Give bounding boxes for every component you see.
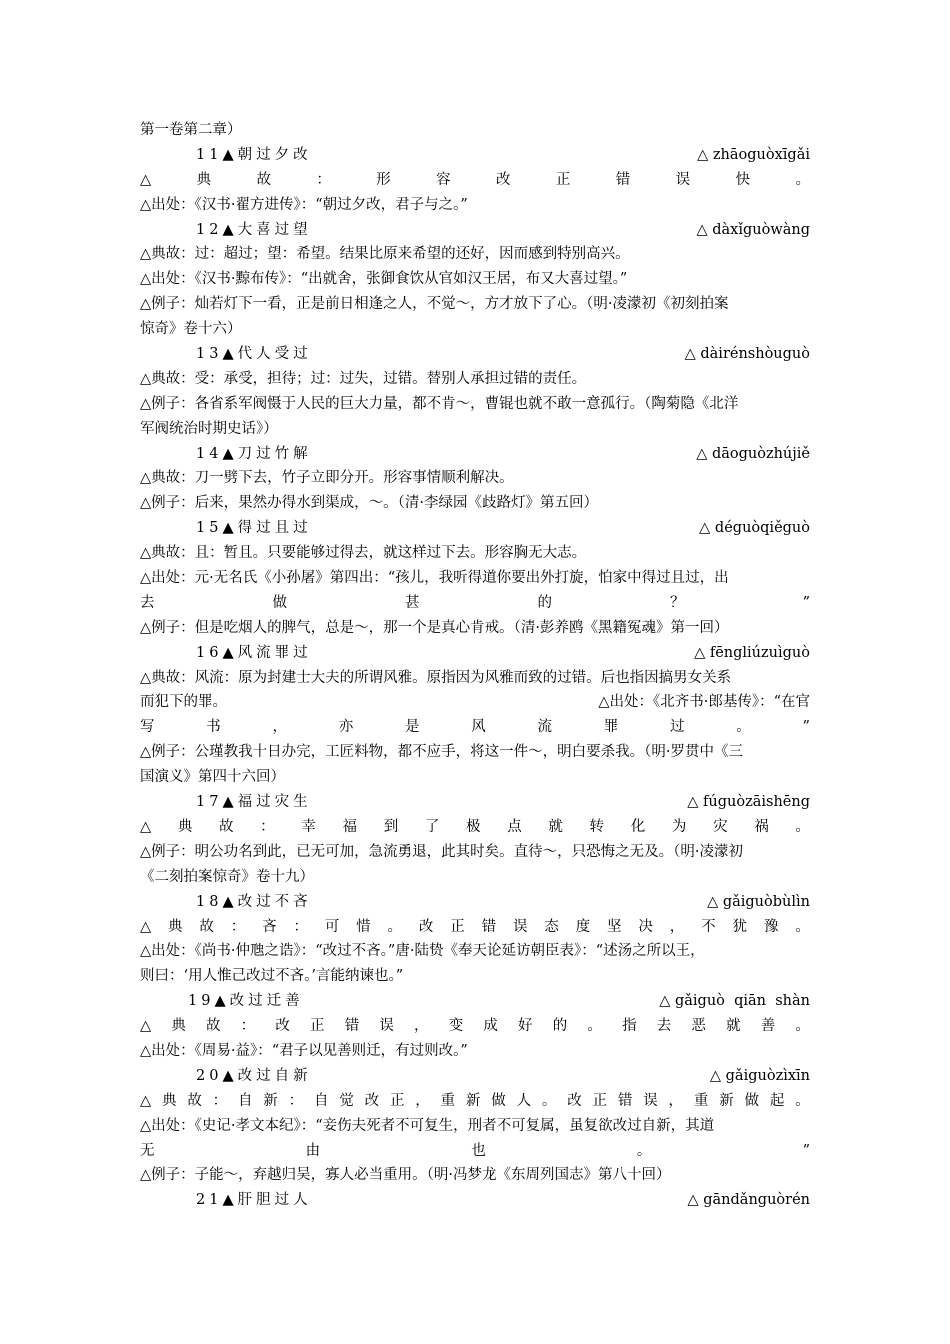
idiom-title: 21▲肝胆过人 <box>196 1192 312 1209</box>
spread-char: 正 <box>592 1092 608 1109</box>
spread-char: △ <box>140 918 152 935</box>
idiom-pinyin: △ dàirénshòuguò <box>684 346 810 363</box>
dian-gu-line <box>140 1014 810 1039</box>
spread-char: ： <box>293 918 308 935</box>
spread-char: 做 <box>491 1092 506 1109</box>
spread-char: 。 <box>636 1142 652 1159</box>
spread-char: 去 <box>140 594 155 611</box>
spread-char: 改 <box>567 1092 582 1109</box>
spread-char: 。 <box>736 719 751 736</box>
spread-char: 是 <box>405 719 420 736</box>
spread-char: 。 <box>541 1092 557 1109</box>
spread-char: △ <box>140 171 152 188</box>
spread-char: 的 <box>537 594 553 611</box>
spread-char: 改 <box>496 171 511 188</box>
spread-char: 快 <box>735 171 751 188</box>
spread-char: ， <box>668 1092 684 1109</box>
spread-char: 错 <box>617 1092 633 1109</box>
spread-char: 吝 <box>262 918 277 935</box>
spread-char: 。 <box>795 1018 810 1035</box>
example-line: △例子：灿若灯下一看，正是前日相逢之人，不觉～，方才放下了心。（明·凌濛初《初刻拍案 <box>140 296 729 313</box>
spread-char: 起 <box>769 1092 785 1109</box>
spread-char: ： <box>288 1092 304 1109</box>
spread-char: 罪 <box>603 719 619 736</box>
spread-char: △ <box>140 1018 152 1035</box>
spread-char: 自 <box>313 1092 329 1109</box>
spread-char: 为 <box>671 818 687 835</box>
example-line: △例子：子能～，弃越归吴，寡人必当重用。（明·冯梦龙《东周列国志》第八十回） <box>140 1167 671 1184</box>
idiom-title: 16▲风流罪过 <box>196 644 312 661</box>
spread-char: 。 <box>795 1092 810 1109</box>
spread-char: 故 <box>219 818 234 835</box>
spread-char: 错 <box>615 171 631 188</box>
chapter-header: 第一卷第二章） <box>140 122 242 138</box>
spread-char: 态 <box>544 918 559 935</box>
spread-char: 写 <box>140 719 155 736</box>
idiom-title: 14▲刀过竹解 <box>196 445 312 462</box>
idiom-pinyin: △ déguòqiěguò <box>699 520 810 537</box>
dian-gu-line: △典故：过：超过；望：希望。结果比原来希望的还好，因而感到特别高兴。 <box>140 246 630 263</box>
spread-char: 改 <box>418 918 434 935</box>
source-continuation <box>140 715 810 740</box>
spread-char: 正 <box>555 171 571 188</box>
spread-char: 变 <box>448 1018 464 1035</box>
idiom-heading <box>140 442 810 467</box>
spread-char: 误 <box>643 1092 658 1109</box>
spread-char: 典 <box>168 918 183 935</box>
spread-char: 。 <box>587 1018 602 1035</box>
spread-char: ： <box>212 1092 228 1109</box>
spread-char: 书 <box>206 719 221 736</box>
source-line: △出处：元·无名氏《小孙屠》第四出：“孩儿，我听得道你要出外打旋，怕家中得过且过，出 <box>140 570 729 587</box>
spread-char: 流 <box>537 719 552 736</box>
example-line: △例子：各省系军阀慑于人民的巨大力量，都不肯～，曹锟也就不敢一意孤行。（陶菊隐《北洋 <box>140 395 739 412</box>
spread-char: 成 <box>483 1018 498 1035</box>
idiom-heading <box>140 641 810 666</box>
spread-char: ” <box>802 1142 810 1159</box>
spread-char: 人 <box>516 1092 532 1109</box>
dian-gu-line <box>140 1089 810 1114</box>
idiom-pinyin: △ gǎiguòzìxīn <box>709 1067 810 1084</box>
idiom-title: 13▲代人受过 <box>196 346 312 363</box>
spread-char: 。 <box>795 918 810 935</box>
spread-char: 就 <box>548 818 563 835</box>
spread-char: 新 <box>719 1092 734 1109</box>
example-line: △例子：公瑾教我十日办完，工匠料物，都不应手，将这一件～，明白要杀我。（明·罗贯中《三 <box>140 744 744 761</box>
spread-char: 正 <box>389 1092 405 1109</box>
dian-gu-line <box>140 168 810 193</box>
idiom-pinyin: △ fúguòzāishēng <box>687 794 810 811</box>
spread-char: 灾 <box>713 818 728 835</box>
source-continuation <box>140 591 810 616</box>
spread-char: 误 <box>379 1018 394 1035</box>
spread-char: 过 <box>670 719 685 736</box>
spread-char: 改 <box>364 1092 380 1109</box>
source-line: △出处：《尚书·仲虺之诰》：“改过不吝。”唐·陆贽《奉天论延访朝臣表》：“述汤之所以王， <box>140 943 705 960</box>
spread-char: 典 <box>161 1092 177 1109</box>
spread-char: 点 <box>507 818 522 835</box>
spread-char: 决 <box>638 918 653 935</box>
idiom-title: 18▲改过不吝 <box>196 893 312 910</box>
idiom-title: 20▲改过自新 <box>196 1067 312 1084</box>
spread-char: 祸 <box>754 818 769 835</box>
source-line: △出处：《史记·孝文本纪》：“妾伤夫死者不可复生，刑者不可复属，虽复欲改过自新，其道 <box>140 1117 715 1134</box>
spread-char: 无 <box>140 1142 155 1159</box>
spread-char: 到 <box>383 818 399 835</box>
spread-char: 福 <box>342 818 358 835</box>
spread-char: 由 <box>305 1142 321 1159</box>
idiom-pinyin: △ dàxǐguòwàng <box>696 221 810 238</box>
spread-char: 容 <box>436 171 451 188</box>
spread-char: 坚 <box>607 918 622 935</box>
spread-char: 指 <box>622 1018 637 1035</box>
source-line: △出处：《汉书·黥布传》：“出就舍，张御食饮从官如汉王居，布又大喜过望。” <box>140 271 628 288</box>
idiom-pinyin: △ gǎiguòbùlìn <box>707 893 810 910</box>
spread-char: 重 <box>440 1092 456 1109</box>
spread-char: 善 <box>760 1018 776 1035</box>
spread-char: 犹 <box>732 918 747 935</box>
spread-char: 正 <box>310 1018 325 1035</box>
dian-gu-line <box>140 815 810 840</box>
idiom-heading <box>140 790 810 815</box>
spread-char: ， <box>272 719 287 736</box>
spread-char: 了 <box>424 818 440 835</box>
example-line: △例子：但是吃烟人的脾气，总是～，那一个是真心肯戒。（清·彭养鸥《黑籍冤魂》第一回） <box>140 619 729 636</box>
spread-char: 做 <box>272 594 288 611</box>
spread-char: ， <box>414 1018 429 1035</box>
idiom-heading <box>140 1064 810 1089</box>
spread-char: 新 <box>465 1092 481 1109</box>
idiom-heading <box>140 143 810 168</box>
source-head: △出处：《北齐书·郎基传》：“在官 <box>598 694 810 711</box>
idiom-heading <box>140 890 810 915</box>
spread-char: ： <box>260 818 275 835</box>
idiom-title: 11▲朝过夕改 <box>196 146 312 163</box>
example-line: 国演义》第四十六回） <box>140 769 285 786</box>
spread-char: 典 <box>177 818 193 835</box>
idiom-pinyin: △ fēngliúzuìguò <box>694 644 810 661</box>
spread-char: 。 <box>795 818 810 835</box>
spread-char: 好 <box>518 1018 533 1035</box>
idiom-heading <box>140 218 810 243</box>
source-line: △出处：《周易·益》：“君子以见善则迁，有过则改。” <box>140 1042 468 1059</box>
spread-char: 风 <box>471 719 486 736</box>
spread-char: 。 <box>795 171 810 188</box>
spread-char: 甚 <box>405 594 420 611</box>
spread-char: 觉 <box>339 1092 354 1109</box>
spread-char: ： <box>230 918 246 935</box>
spread-char: 惜 <box>356 918 371 935</box>
spread-char: 改 <box>275 1018 290 1035</box>
spread-char: 误 <box>512 918 528 935</box>
spread-char: 。 <box>387 918 403 935</box>
spread-char: 也 <box>471 1142 486 1159</box>
spread-char: 不 <box>701 918 716 935</box>
example-line: 军阀统治时期史话》） <box>140 420 278 437</box>
spread-char: 可 <box>324 918 340 935</box>
source-line: △出处：《汉书·翟方进传》：“朝过夕改，君子与之。” <box>140 196 468 213</box>
example-line: 《二刻拍案惊奇》卷十九） <box>140 868 314 885</box>
spread-char: 正 <box>450 918 465 935</box>
idiom-heading <box>140 342 810 367</box>
dian-gu-tail: 而犯下的罪。 <box>140 694 227 711</box>
dian-gu-continuation <box>140 690 810 715</box>
spread-char: 错 <box>344 1018 360 1035</box>
spread-char: 自 <box>237 1092 253 1109</box>
idiom-title: 12▲大喜过望 <box>196 221 312 238</box>
dian-gu-line: △典故：受：承受，担待；过：过失，过错。替别人承担过错的责任。 <box>140 370 587 387</box>
spread-char: 误 <box>675 171 691 188</box>
idiom-title: 17▲福过灾生 <box>196 794 312 811</box>
spread-char: 形 <box>376 171 391 188</box>
spread-char: △ <box>140 1092 152 1109</box>
source-line: 则曰：‘用人惟己改过不吝。’言能纳谏也。” <box>140 968 404 985</box>
spread-char: 故 <box>256 171 271 188</box>
spread-char: ， <box>669 918 685 935</box>
spread-char: ， <box>415 1092 430 1109</box>
spread-char: 豫 <box>763 918 779 935</box>
spread-char: △ <box>140 818 152 835</box>
spread-char: 做 <box>744 1092 760 1109</box>
spread-char: 转 <box>589 818 605 835</box>
spread-char: ： <box>240 1018 256 1035</box>
spread-char: 典 <box>196 171 212 188</box>
spread-char: ” <box>802 594 810 611</box>
idiom-pinyin: △ gǎiguò qiān shàn <box>659 993 810 1010</box>
idiom-pinyin: △ gāndǎnguòrén <box>687 1192 810 1209</box>
spread-char: 典 <box>171 1018 186 1035</box>
spread-char: 故 <box>206 1018 221 1035</box>
spread-char: 幸 <box>301 818 316 835</box>
spread-char: 度 <box>575 918 591 935</box>
idiom-heading <box>140 1188 810 1213</box>
spread-char: 故 <box>187 1092 202 1109</box>
spread-char: 重 <box>693 1092 709 1109</box>
spread-char: 的 <box>552 1018 568 1035</box>
idiom-title: 19▲改过迁善 <box>188 993 304 1010</box>
dian-gu-line: △典故：风流：原为封建士大夫的所谓风雅。原指因为风雅而致的过错。后也指因搞男女关系 <box>140 669 732 686</box>
source-continuation <box>140 1139 810 1164</box>
spread-char: 去 <box>656 1018 672 1035</box>
spread-char: ？ <box>670 594 685 611</box>
spread-char: 极 <box>466 818 481 835</box>
example-line: 惊奇》卷十六） <box>140 321 242 338</box>
example-line: △例子：明公功名到此，已无可加，急流勇退，此其时矣。直待～，只恐悔之无及。（明·凌濛初 <box>140 843 744 860</box>
dian-gu-line: △典故：且：暂且。只要能够过得去，就这样过下去。形容胸无大志。 <box>140 545 587 562</box>
idiom-heading <box>140 516 810 541</box>
document-page <box>140 118 810 1213</box>
spread-char: 恶 <box>691 1018 706 1035</box>
spread-char: 错 <box>481 918 497 935</box>
dian-gu-line <box>140 915 810 940</box>
spread-char: ” <box>802 719 810 736</box>
spread-char: ： <box>316 171 331 188</box>
spread-char: 就 <box>726 1018 741 1035</box>
example-line: △例子：后来，果然办得水到渠成，～。（清·李绿园《歧路灯》第五回） <box>140 495 599 512</box>
spread-char: 新 <box>263 1092 278 1109</box>
spread-char: 化 <box>630 818 646 835</box>
dian-gu-line: △典故：刀一劈下去，竹子立即分开。形容事情顺利解决。 <box>140 470 514 487</box>
idiom-pinyin: △ dāoguòzhújiě <box>696 445 810 462</box>
idiom-heading <box>140 989 810 1014</box>
idiom-pinyin: △ zhāoguòxīgǎi <box>697 146 810 163</box>
idiom-title: 15▲得过且过 <box>196 520 312 537</box>
spread-char: 亦 <box>338 719 354 736</box>
spread-char: 故 <box>199 918 214 935</box>
